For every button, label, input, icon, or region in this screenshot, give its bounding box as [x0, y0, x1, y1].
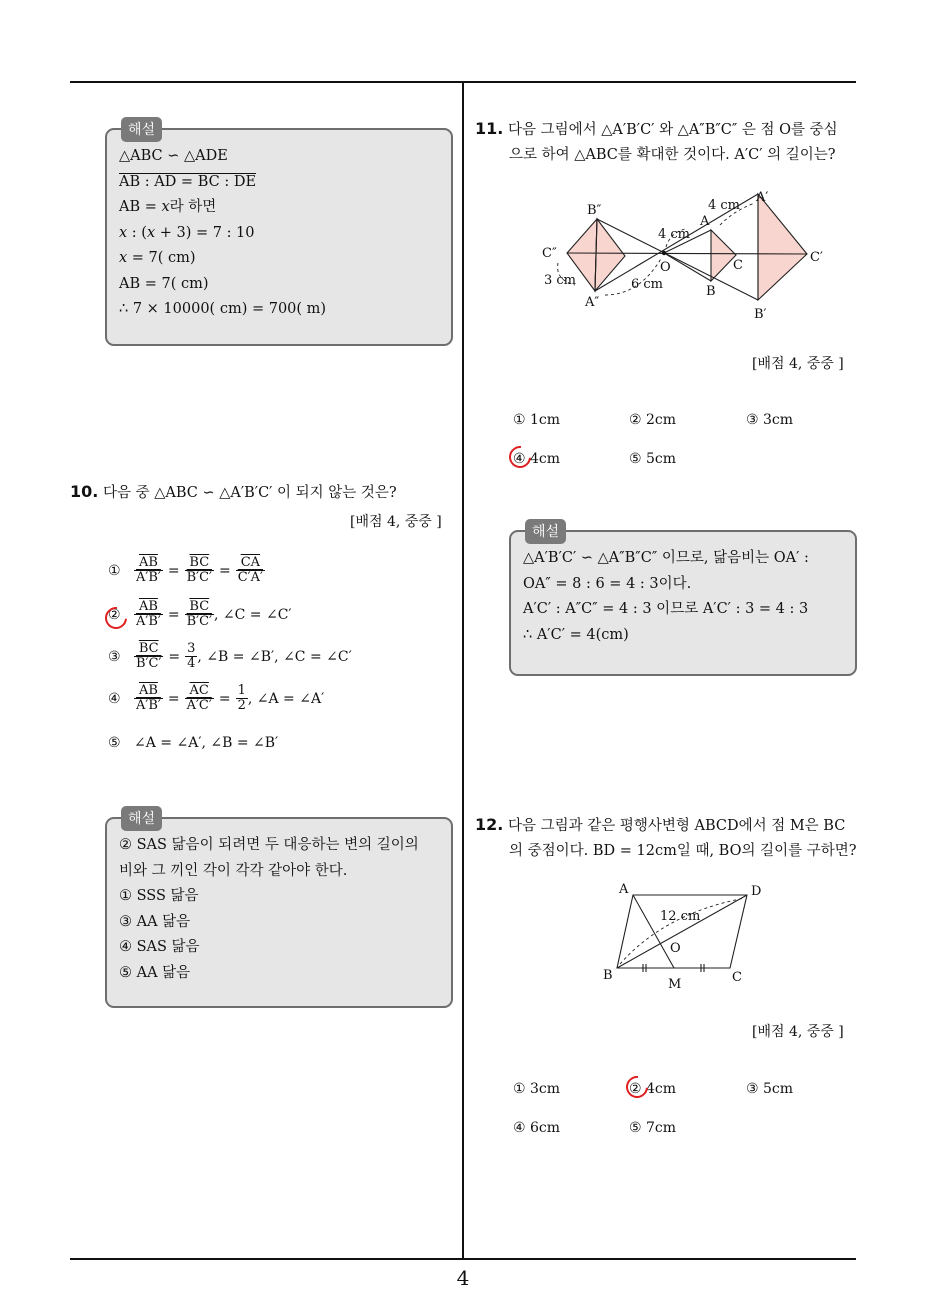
- question-text: 으로 하여 △ABC를 확대한 것이다. A′C′ 의 길이는?: [509, 147, 836, 163]
- option-3[interactable]: ③ 3cm: [746, 412, 794, 428]
- option-5[interactable]: ⑤ 7cm: [629, 1120, 677, 1136]
- option-number: ②: [108, 606, 121, 623]
- solution-line: A′C′ : A″C″ = 4 : 3 이므로 A′C′ : 3 = 4 : 3: [523, 601, 809, 617]
- option-condition: , ∠C = ∠C′: [214, 606, 292, 623]
- option-number: ④: [108, 690, 121, 707]
- solution-line: AB = 7( cm): [119, 275, 209, 292]
- label-12cm: 12 cm: [660, 909, 701, 924]
- label-B: B: [706, 284, 716, 299]
- label-A: A: [619, 882, 629, 897]
- question-number: 12.: [475, 815, 504, 834]
- fraction: $\frac{3}{4}$: [187, 641, 196, 671]
- question-number: 11.: [475, 119, 504, 138]
- fraction: $\frac{\overline{AB}}{A'B'}$: [136, 555, 161, 585]
- solution-box-10: [105, 811, 453, 1008]
- solution-line: OA″ = 8 : 6 = 4 : 3이다.: [523, 575, 692, 592]
- question-10: [70, 479, 455, 506]
- score-label: [배점 4, 중중 ]: [752, 1024, 844, 1040]
- question-text: 의 중점이다. BD = 12cm일 때, BO의 길이를 구하면?: [509, 843, 857, 859]
- column-divider: [462, 82, 464, 1260]
- fraction: $\frac{\overline{AC}}{A'C'}$: [186, 683, 212, 713]
- figure-parallelogram: [595, 878, 775, 993]
- question-11: [475, 116, 865, 168]
- label-4cm-a: 4 cm: [658, 227, 691, 242]
- option-5[interactable]: [108, 735, 278, 751]
- option-1[interactable]: ① $\frac{\overline{AB}}{A'B'}$ = $\frac{\overline{BC}}{B'C'}$ = $\frac{\overline{CA}}{C'A'}$: [108, 555, 263, 585]
- solution-line: AB : AD = BC : DE: [119, 173, 257, 190]
- solution-tag: 해설: [121, 806, 162, 831]
- fraction: $\frac{\overline{BC}}{B'C'}$: [186, 599, 212, 629]
- fraction: $\frac{\overline{CA}}{C'A'}$: [237, 555, 263, 585]
- option-number: ⑤: [108, 735, 121, 751]
- solution-line: AB = 𝑥라 하면: [119, 199, 217, 215]
- label-4cm-b: 4 cm: [708, 198, 741, 213]
- solution-line: ② SAS 닮음이 되려면 두 대응하는 변의 길이의: [119, 837, 419, 853]
- option-3[interactable]: ③ $\frac{\overline{BC}}{B'C'}$ = $\frac{3}{4}$ , ∠B = ∠B′, ∠C = ∠C′: [108, 641, 352, 671]
- solution-line: 𝑥 : (𝑥 + 3) = 7 : 10: [119, 224, 255, 241]
- label-A1: A′: [756, 190, 769, 205]
- score-label: [배점 4, 중중 ]: [752, 356, 844, 372]
- solution-line: ∴ A′C′ = 4(cm): [523, 626, 629, 643]
- option-number: ①: [108, 562, 121, 579]
- solution-line: 𝑥 = 7( cm): [119, 250, 196, 266]
- fraction: $\frac{1}{2}$: [237, 683, 246, 713]
- option-3[interactable]: ③ 5cm: [746, 1081, 794, 1097]
- solution-line: ⑤ AA 닮음: [119, 964, 191, 981]
- figure-homothety: [530, 185, 830, 325]
- answer-mark: [622, 1072, 653, 1103]
- label-C2: C″: [542, 246, 557, 261]
- solution-box-11: [509, 524, 857, 676]
- option-2[interactable]: ② 2cm: [629, 412, 677, 428]
- score-label: [배점 4, 중중 ]: [350, 514, 442, 530]
- bottom-rule: [70, 1258, 856, 1260]
- label-3cm: 3 cm: [544, 273, 577, 288]
- solution-line: 비와 그 끼인 각이 각각 같아야 한다.: [119, 862, 348, 879]
- label-C: C: [733, 258, 743, 273]
- question-text: 다음 그림과 같은 평행사변형 ABCD에서 점 M은 BC: [507, 818, 846, 834]
- solution-tag: 해설: [525, 519, 566, 544]
- solution-line: △A′B′C′ ∽ △A″B″C″ 이므로, 닮음비는 OA′ :: [523, 550, 809, 566]
- question-12: [475, 812, 865, 864]
- fraction: $\frac{\overline{AB}}{A'B'}$: [136, 599, 161, 629]
- solution-tag: 해설: [121, 117, 162, 142]
- option-condition: , ∠B = ∠B′, ∠C = ∠C′: [197, 648, 352, 665]
- label-A: A: [700, 214, 710, 229]
- option-4[interactable]: ④ 6cm: [513, 1120, 561, 1136]
- option-2[interactable]: ② 4cm: [629, 1081, 677, 1097]
- option-condition: , ∠A = ∠A′: [247, 690, 325, 707]
- option-5[interactable]: ⑤ 5cm: [629, 451, 677, 467]
- label-C: C: [732, 970, 742, 985]
- solution-line: ∴ 7 × 10000( cm) = 700( m): [119, 301, 327, 317]
- option-4[interactable]: ④ $\frac{\overline{AB}}{A'B'}$ = $\frac{\overline{AC}}{A'C'}$ = $\frac{1}{2}$ , ∠A = ∠A′: [108, 683, 325, 713]
- label-C1: C′: [810, 250, 823, 265]
- solution-line: ① SSS 닮음: [119, 888, 199, 904]
- option-1[interactable]: ① 3cm: [513, 1081, 561, 1097]
- solution-line: ④ SAS 닮음: [119, 939, 200, 955]
- question-text: 다음 중 △ABC ∽ △A′B′C′ 이 되지 않는 것은?: [102, 485, 397, 501]
- option-4[interactable]: ④ 4cm: [513, 451, 561, 467]
- label-6cm: 6 cm: [631, 277, 664, 292]
- label-D: D: [751, 884, 762, 899]
- label-O: O: [660, 260, 671, 275]
- label-B2: B″: [587, 203, 602, 218]
- option-2[interactable]: ② $\frac{\overline{AB}}{A'B'}$ = $\frac{\overline{BC}}{B'C'}$ , ∠C = ∠C′: [108, 599, 292, 629]
- solution-line: ③ AA 닮음: [119, 913, 191, 930]
- fraction: $\frac{\overline{BC}}{B'C'}$: [136, 641, 162, 671]
- fraction: $\frac{\overline{BC}}{B'C'}$: [186, 555, 212, 585]
- answer-mark: [505, 442, 536, 473]
- solution-box-9: [105, 122, 453, 346]
- page-number: 4: [456, 1266, 470, 1290]
- fraction: $\frac{\overline{AB}}{A'B'}$: [136, 683, 161, 713]
- label-B: B: [603, 968, 613, 983]
- label-A2: A″: [585, 295, 600, 310]
- question-text: 다음 그림에서 △A′B′C′ 와 △A″B″C″ 은 점 O를 중심: [507, 122, 838, 138]
- option-1[interactable]: ① 1cm: [513, 412, 561, 428]
- label-B1: B′: [754, 307, 767, 322]
- solution-line: △ABC ∽ △ADE: [119, 148, 228, 164]
- question-number: 10.: [70, 482, 99, 501]
- label-M: M: [668, 977, 682, 992]
- label-O: O: [670, 941, 681, 956]
- option-text: ∠A = ∠A′, ∠B = ∠B′: [134, 735, 279, 751]
- option-number: ③: [108, 648, 121, 665]
